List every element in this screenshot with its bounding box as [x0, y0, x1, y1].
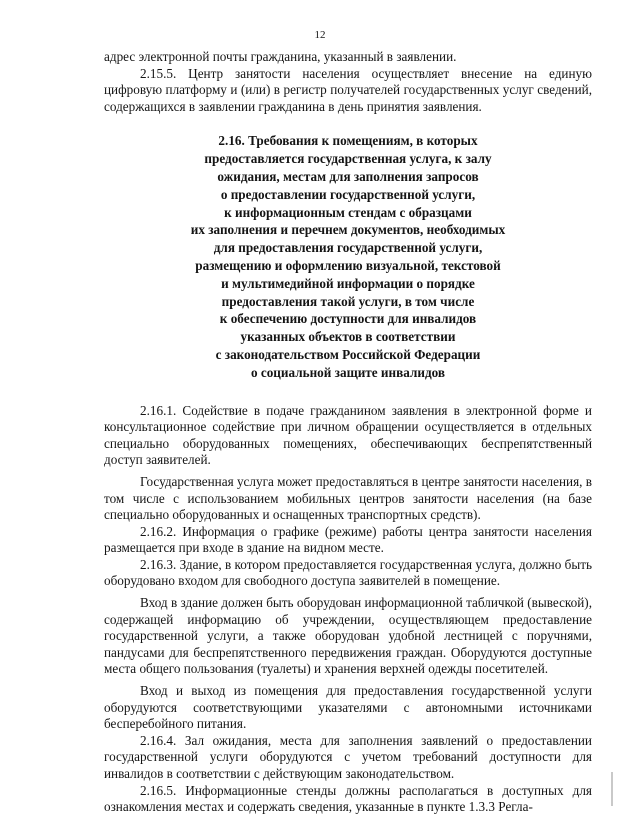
page-number: 12	[314, 29, 326, 41]
heading-line: о предоставлении государственной услуги,	[220, 186, 476, 202]
heading-line: к информационным стендам с образцами	[224, 204, 472, 220]
document-body	[104, 49, 592, 816]
body-paragraph: 2.16.3. Здание, в котором предоставляется государственная услуга, должно быть оборудовано входом для свободного доступа заявителей в помещение.	[104, 556, 592, 589]
body-paragraph: 2.15.5. Центр занятости населения осуществляет внесение на единую цифровую платформу и (или) в регистр получателей государственных услуг сведений, содержащихся в заявлении гражданина в день принятия заявления.	[104, 65, 592, 114]
body-paragraph: 2.16.1. Содействие в подаче гражданином заявления в электронной форме и консультационное содействие при личном обращении осуществляется в отдельных специально оборудованных помещениях, обеспечивающих беспрепятственный доступ заявителей.	[104, 402, 592, 468]
heading-line: к обеспечению доступности для инвалидов	[219, 311, 477, 327]
heading-line: указанных объектов в соответствии	[240, 329, 456, 345]
body-line: адрес электронной почты гражданина, указанный в заявлении.	[104, 49, 457, 64]
heading-line: размещению и оформлению визуальной, текстовой	[195, 257, 501, 273]
heading-line: их заполнения и перечнем документов, необходимых	[190, 222, 506, 238]
heading-line: ожидания, местам для заполнения запросов	[217, 168, 479, 184]
heading-line: для предоставления государственной услуги,	[213, 240, 483, 256]
body-paragraph: 2.16.4. Зал ожидания, места для заполнения заявлений о предоставлении государственной услуги оборудуются с учетом требований доступности для инвалидов в соответствии с действующим законодательством.	[104, 732, 592, 781]
scan-edge-mark	[611, 772, 613, 806]
body-paragraph: Государственная услуга может предоставляться в центре занятости населения, в том числе с использованием мобильных центров занятости населения (на базе специально оборудованных и оснащенных транспортных средств).	[104, 473, 592, 523]
heading-line: о социальной защите инвалидов	[250, 364, 446, 380]
section-heading	[104, 132, 592, 381]
body-paragraph: Вход и выход из помещения для предоставления государственной услуги оборудуются соответствующими указателями с автономными источниками бесперебойного питания.	[104, 683, 592, 732]
body-paragraph: 2.16.2. Информация о графике (режиме) работы центра занятости населения размещается при входе в здание на видном месте.	[104, 523, 592, 556]
heading-line: 2.16. Требования к помещениям, в которых	[218, 133, 478, 149]
heading-line: предоставляется государственная услуга, к залу	[204, 151, 492, 167]
heading-line: и мультимедийной информации о порядке	[221, 275, 475, 291]
body-paragraph: 2.16.5. Информационные стенды должны располагаться в доступных для ознакомления местах и содержать сведения, указанные в пункте 1.3.3 Регла-	[104, 782, 592, 815]
body-paragraph: Вход в здание должен быть оборудован информационной табличкой (вывеской), содержащей информацию об учреждении, осуществляющем предоставление государственной услуги, а также оборудован удобной лестницей с поручнями, пандусами для беспрепятственного передвижения граждан. Оборудуются доступные места общего пользования (туалеты) и хранения верхней одежды посетителей.	[104, 595, 592, 677]
heading-line: с законодательством Российской Федерации	[215, 346, 481, 362]
heading-line: предоставления такой услуги, в том числе	[221, 293, 475, 309]
